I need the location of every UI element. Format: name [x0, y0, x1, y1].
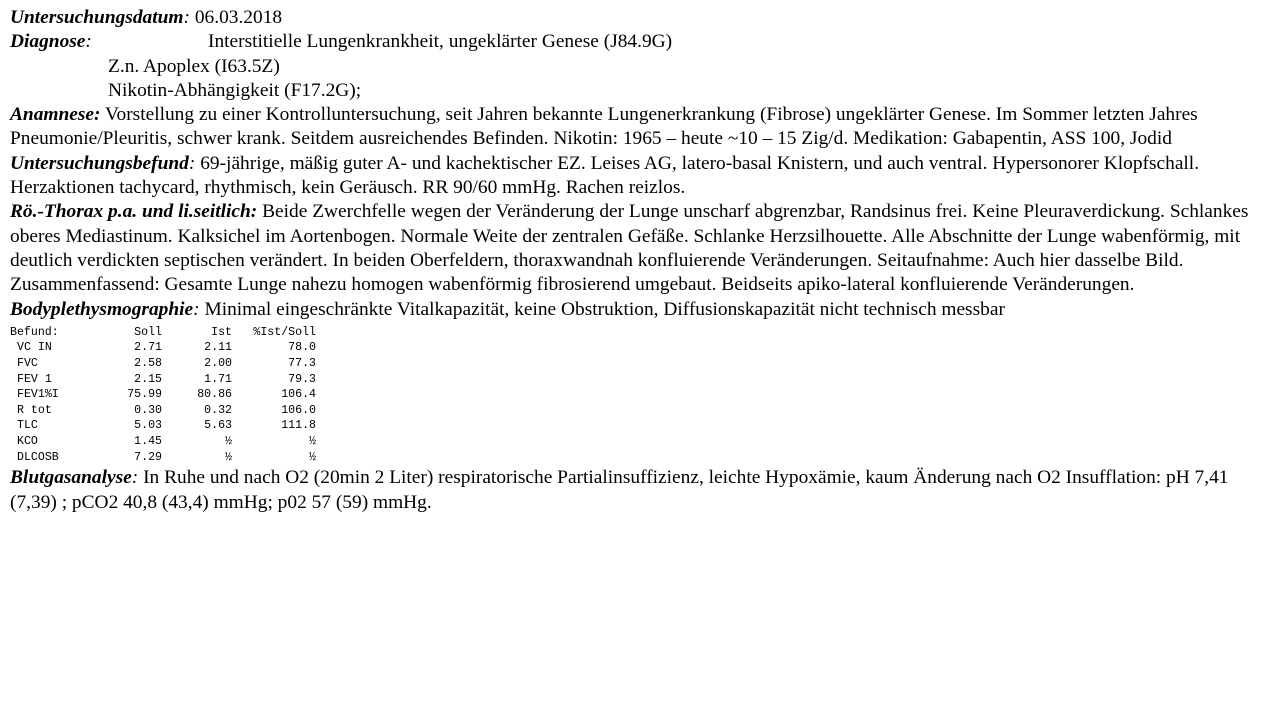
anamnesis-section [10, 103, 1276, 152]
table-header-row [10, 325, 1276, 341]
diagnosis-item: Interstitielle Lungenkrankheit, ungeklärter Genese (J84.9G) [208, 31, 673, 53]
table-cell: 77.3 [288, 357, 316, 371]
table-cell: 106.0 [281, 403, 316, 417]
table-cell: 79.3 [288, 372, 316, 386]
exam-findings-text: 69-jährige, mäßig guter A- und kachektischer EZ. Leises AG, latero-basal Knistern, und auch ventral. Hypersonorer Klopfschall. Herzaktionen tachycard, rhythmisch, kein Geräusch. RR 90/60 mmHg. Rachen reizlos. [10, 152, 1200, 199]
exam-date-row: Untersuchungsdatum: 06.03.2018 [10, 7, 283, 28]
table-cell: 78.0 [288, 341, 316, 355]
lung-function-table [10, 325, 1276, 465]
xray-summary: Zusammenfassend: Gesamte Lunge nahezu homogen wabenförmig fibrosierend umgebaut. Beidseits apiko-lateral konfluierende Veränderungen. [10, 274, 1135, 296]
table-cell: 111.8 [281, 419, 316, 433]
table-cell: 1.71 [204, 372, 232, 386]
table-cell: ½ [309, 450, 316, 464]
table-row [10, 403, 1276, 419]
table-cell: ½ [225, 435, 232, 449]
table-body [10, 340, 1276, 465]
diagnosis-item: Z.n. Apoplex (I63.5Z) [108, 55, 280, 77]
table-row [10, 450, 1276, 466]
table-cell: KCO [17, 435, 38, 449]
table-cell: DLCOSB [17, 450, 59, 464]
table-row [10, 356, 1276, 372]
table-cell: FVC [17, 357, 38, 371]
blood-gas-label: Blutgasanalyse [10, 467, 132, 489]
xray-text: Beide Zwerchfelle wegen der Veränderung der Lunge unscharf abgrenzbar, Randsinus frei. Keine Pleuraverdickung. Schlankes oberes Mediastinum. Kalksichel im Aortenbogen. Normale Weite der zentralen Gefäße. Schlanke Herzsilhouette. Alle Abschnitte der Lunge wabenförmig, mit deutlich verdickten septischen verändert. In beiden Oberfeldern, thoraxwandnah konfluierende Veränderungen. Seitaufnahme: Auch hier dasselbe Bild. [10, 201, 1249, 271]
table-cell: 2.71 [134, 341, 162, 355]
diagnosis-row: Diagnose: Interstitielle Lungenkrankheit, ungeklärter Genese (J84.9G) [10, 31, 673, 53]
table-cell: FEV 1 [17, 372, 52, 386]
blood-gas-section: Blutgasanalyse: In Ruhe und nach O2 (20min 2 Liter) respiratorische Partialinsuffizienz, leichte Hypoxämie, kaum Änderung nach O2 Insufflation: pH 7,41 (7,39) ; pCO2 40,8 (43,4) mmHg; p02 57 (59) mmHg. [10, 467, 1229, 513]
table-cell: 2.15 [134, 372, 162, 386]
table-cell: 106.4 [281, 388, 316, 402]
table-cell: TLC [17, 419, 38, 433]
table-cell: 5.63 [204, 419, 232, 433]
diagnosis-item: Nikotin-Abhängigkeit (F17.2G); [108, 79, 362, 101]
table-cell: FEV1%I [17, 388, 59, 402]
medical-report [10, 6, 1276, 515]
exam-findings-label: Untersuchungsbefund [10, 152, 189, 174]
bodyplethysmography-section: Bodyplethysmographie: Minimal eingeschränkte Vitalkapazität, keine Obstruktion, Diffusionskapazität nicht technisch messbar [10, 298, 1005, 320]
table-cell: 80.86 [197, 388, 232, 402]
table-cell: 1.45 [134, 435, 162, 449]
anamnesis-label: Anamnese: [10, 104, 101, 126]
table-row [10, 434, 1276, 450]
anamnesis-text: Vorstellung zu einer Kontrolluntersuchung, seit Jahren bekannte Lungenerkrankung (Fibrose) ungeklärter Genese. Im Sommer letzten Jahres Pneumonie/Pleuritis, schwer krank. Seitdem ausreichendes Befinden. Nikotin: 1965 – heute ~10 – 15 Zig/d. Medikation: Gabapentin, ASS 100, Jodid [10, 104, 1198, 150]
xray-section [10, 200, 1276, 273]
table-cell: VC IN [17, 341, 52, 355]
column-header: %Ist/Soll [253, 325, 316, 339]
table-cell: 0.30 [134, 403, 162, 417]
table-row [10, 372, 1276, 388]
table-cell: 2.00 [204, 357, 232, 371]
table-cell: 5.03 [134, 419, 162, 433]
bodyplethysmography-text: Minimal eingeschränkte Vitalkapazität, keine Obstruktion, Diffusionskapazität nicht technisch messbar [204, 298, 1005, 320]
column-header: Soll [134, 325, 162, 339]
table-cell: 2.58 [134, 357, 162, 371]
table-row [10, 387, 1276, 403]
column-header: Befund: [10, 325, 59, 339]
table-cell: 7.29 [134, 450, 162, 464]
blood-gas-text: In Ruhe und nach O2 (20min 2 Liter) respiratorische Partialinsuffizienz, leichte Hypoxämie, kaum Änderung nach O2 Insufflation: pH 7,41 (7,39) ; pCO2 40,8 (43,4) mmHg; p02 57 (59) mmHg. [10, 467, 1229, 513]
exam-date-value: 06.03.2018 [194, 7, 283, 28]
xray-label: Rö.-Thorax p.a. und li.seitlich: [10, 201, 258, 223]
table-cell: R tot [17, 403, 52, 417]
bodyplethysmography-label: Bodyplethysmographie [10, 298, 194, 320]
diagnosis-label: Diagnose [10, 31, 86, 53]
table-cell: 75.99 [127, 388, 162, 402]
column-header: Ist [211, 325, 232, 339]
table-cell: 0.32 [204, 403, 232, 417]
table-row [10, 340, 1276, 356]
table-row [10, 418, 1276, 434]
table-cell: ½ [225, 450, 232, 464]
exam-findings-section: Untersuchungsbefund: 69-jährige, mäßig guter A- und kachektischer EZ. Leises AG, latero-basal Knistern, und auch ventral. Hypersonorer Klopfschall. Herzaktionen tachycard, rhythmisch, kein Geräusch. RR 90/60 mmHg. Rachen reizlos. [10, 152, 1200, 199]
exam-date-label: Untersuchungsdatum [10, 7, 184, 28]
table-cell: ½ [309, 435, 316, 449]
table-cell: 2.11 [204, 341, 232, 355]
